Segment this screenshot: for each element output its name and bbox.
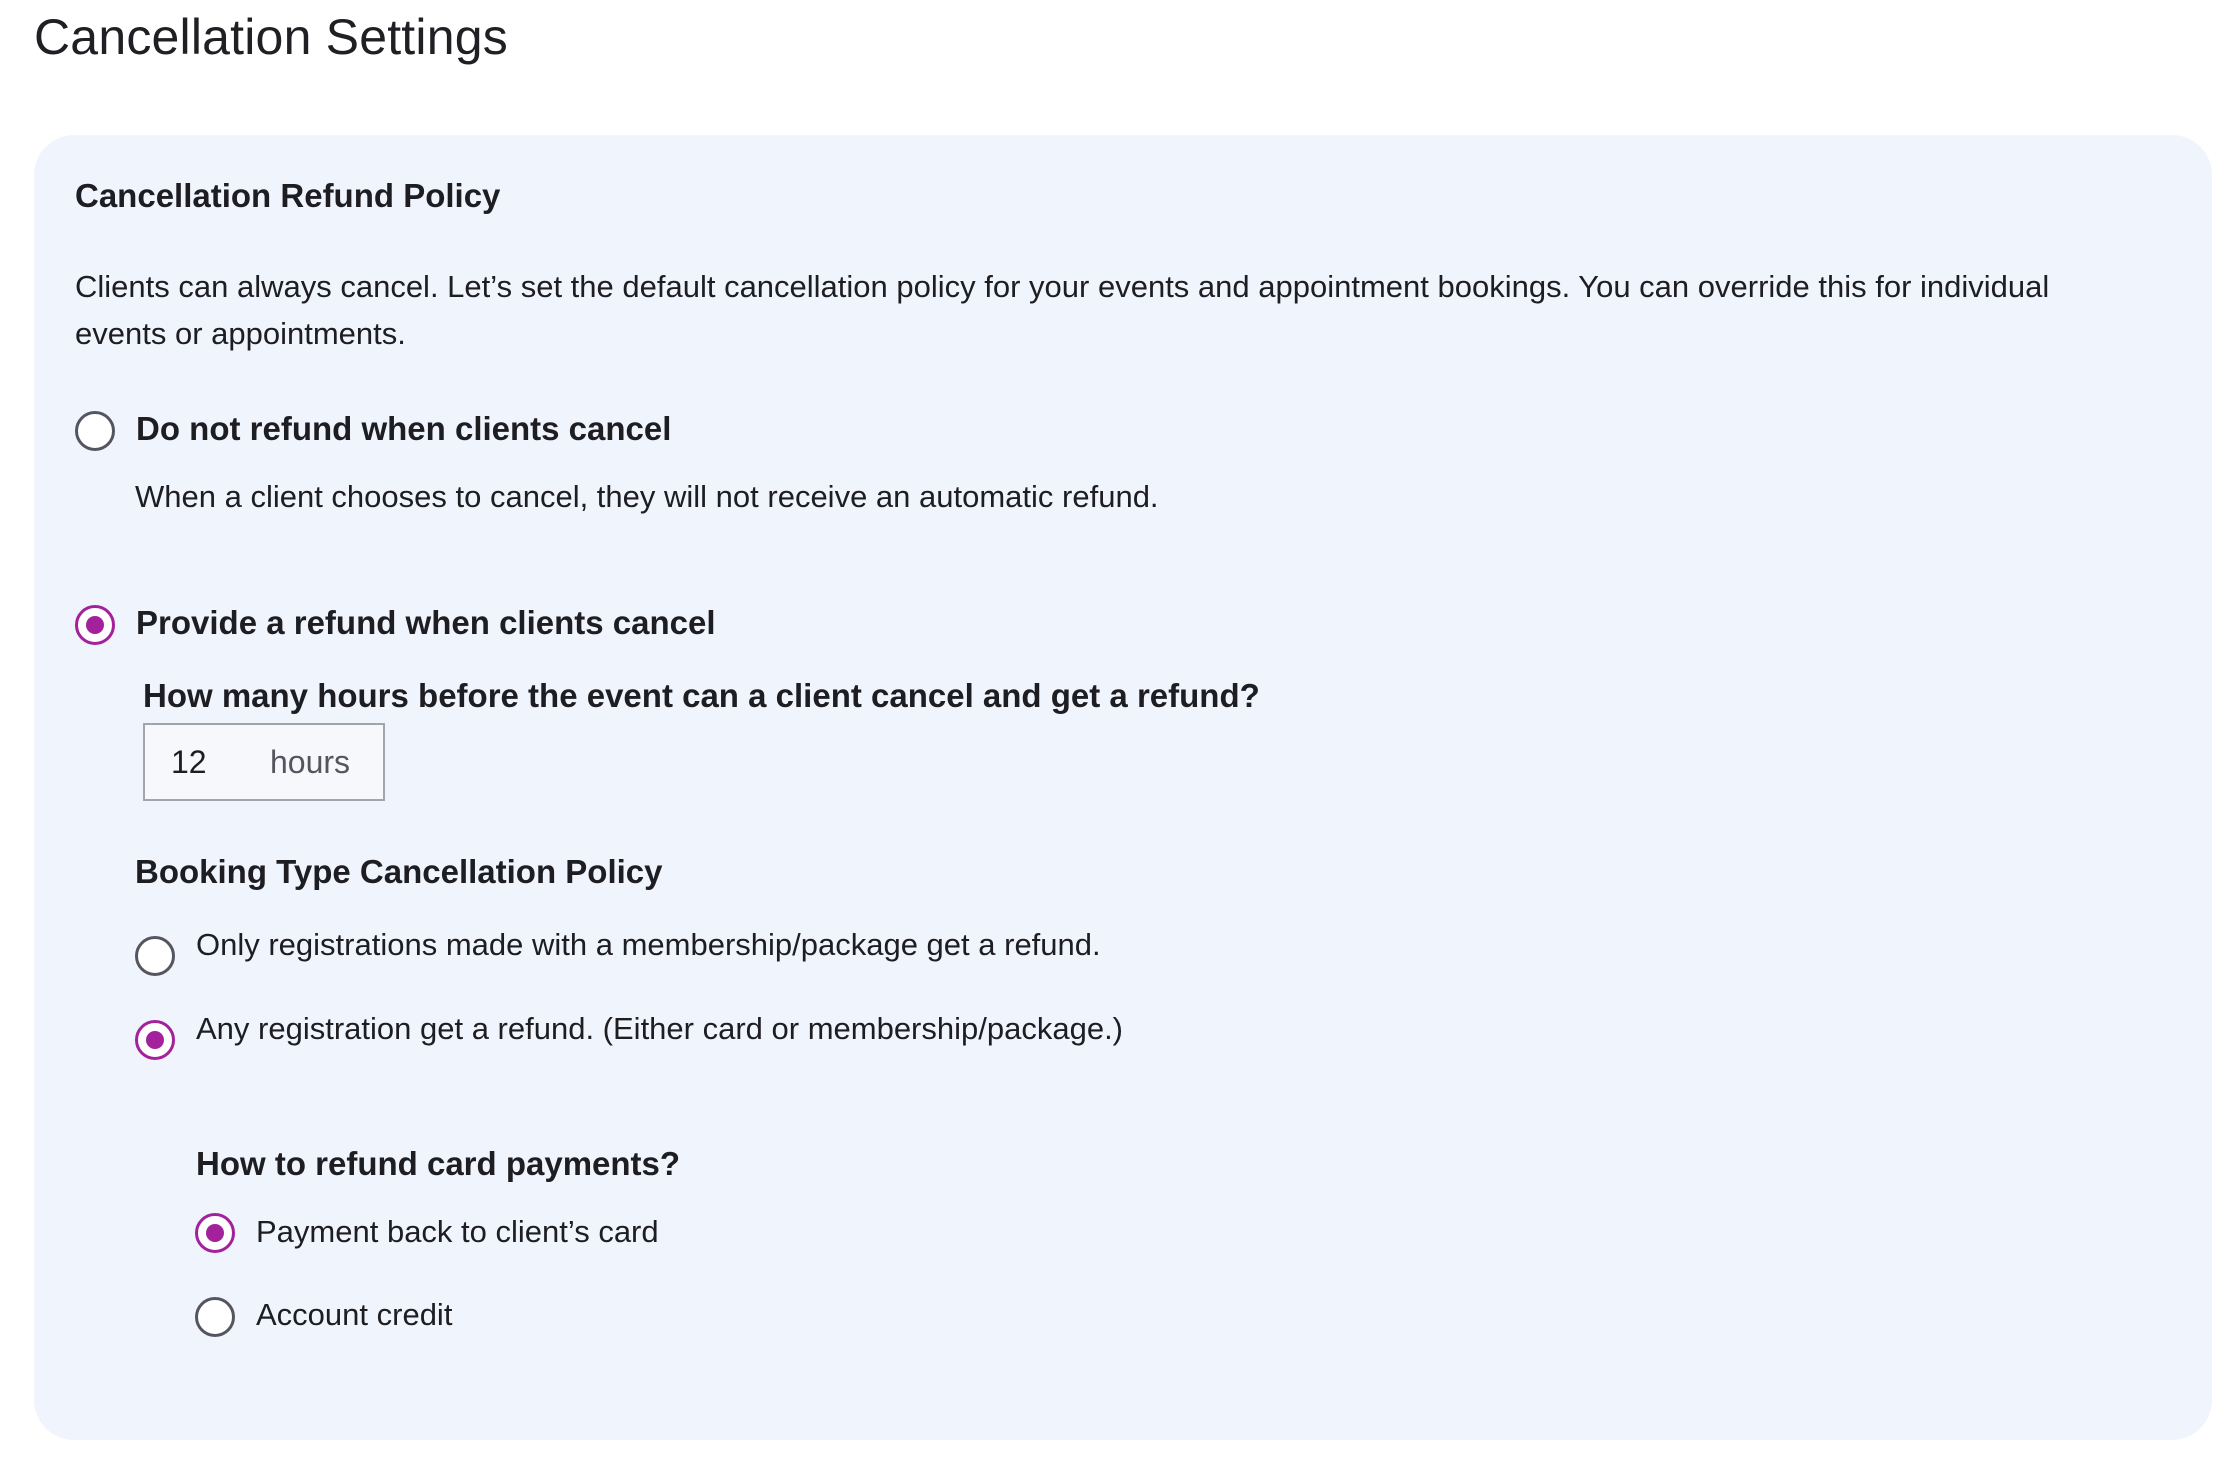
no-refund-label[interactable]: Do not refund when clients cancel [136, 410, 672, 447]
booking-type-title: Booking Type Cancellation Policy [135, 853, 663, 890]
refund-to-card-radio[interactable] [195, 1213, 235, 1253]
policy-description: Clients can always cancel. Let’s set the default cancellation policy for your events and appointment bookings. You can override this for individual events or appointments. [75, 269, 2050, 351]
provide-refund-radio[interactable] [75, 605, 115, 645]
no-refund-description: When a client chooses to cancel, they will not receive an automatic refund. [135, 479, 1159, 514]
account-credit-label[interactable]: Account credit [256, 1297, 453, 1332]
refund-hours-field[interactable] [143, 723, 385, 801]
card-refund-question: How to refund card payments? [196, 1145, 681, 1182]
provide-refund-label[interactable]: Provide a refund when clients cancel [136, 604, 716, 641]
no-refund-radio[interactable] [75, 411, 115, 451]
refund-hours-question: How many hours before the event can a client cancel and get a refund? [143, 677, 1260, 714]
cancellation-refund-policy-card [34, 135, 2212, 1440]
refund-hours-input[interactable] [145, 725, 245, 799]
policy-section-title: Cancellation Refund Policy [75, 177, 501, 214]
page-title: Cancellation Settings [34, 9, 508, 65]
membership-only-radio[interactable] [135, 936, 175, 976]
any-registration-radio[interactable] [135, 1020, 175, 1060]
account-credit-radio[interactable] [195, 1297, 235, 1337]
hours-unit-label: hours [270, 744, 351, 780]
membership-only-label[interactable]: Only registrations made with a membership/package get a refund. [196, 927, 1101, 962]
refund-to-card-label[interactable]: Payment back to client’s card [256, 1214, 659, 1249]
any-registration-label[interactable]: Any registration get a refund. (Either card or membership/package.) [196, 1011, 1124, 1046]
